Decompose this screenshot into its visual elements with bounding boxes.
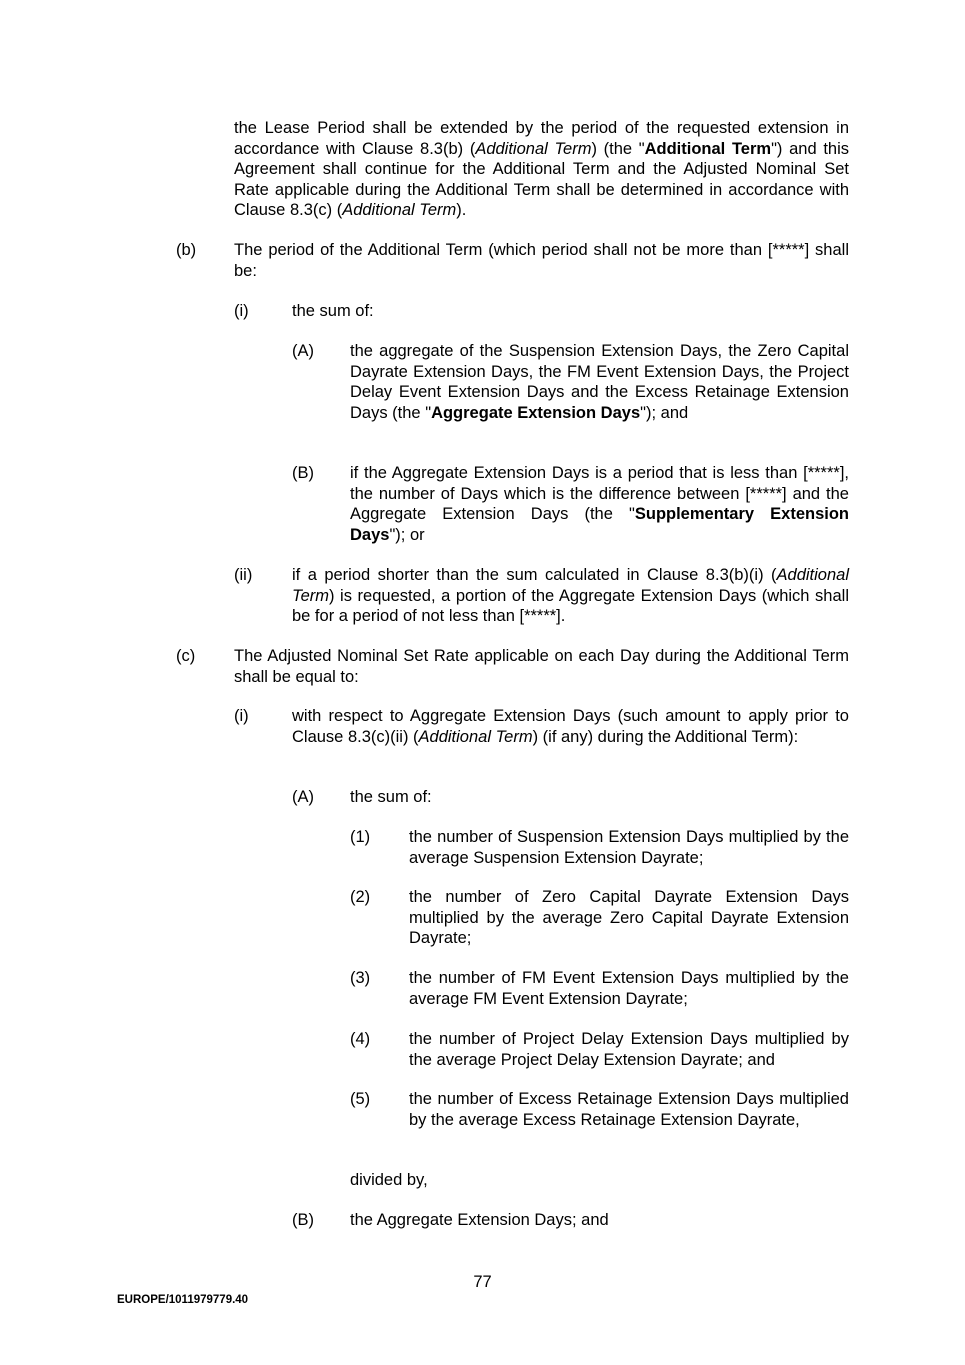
clause-c-text: The Adjusted Nominal Set Rate applicable on each Day during the Additional Term shall be equal to: [234, 647, 849, 686]
divided-by-text: divided by, [350, 1171, 428, 1189]
list-item-label: (1) [350, 828, 371, 846]
list-item-label: (4) [350, 1030, 371, 1048]
list-item-text: the number of Excess Retainage Extension Days multiplied by the average Excess Retainage Extension Dayrate, [409, 1090, 849, 1129]
clause-c-i-A-label: (A) [292, 788, 314, 806]
document-reference: EUROPE/1011979779.40 [117, 1294, 249, 1306]
list-item-label: (3) [350, 969, 371, 987]
list-item-text: the number of Project Delay Extension Days multiplied by the average Project Delay Extension Dayrate; and [409, 1030, 849, 1069]
clause-b-i-text: the sum of: [292, 302, 374, 320]
intro-paragraph: the Lease Period shall be extended by the period of the requested extension in accordance with Clause 8.3(b) (Additional Term) (the "Additional Term") and this Agreement shall continue for the Additional Term and the Adjusted Nominal Set Rate applicable during the Additional Term shall be determined in accordance with Clause 8.3(c) (Additional Term). [234, 119, 849, 219]
clause-b-label: (b) [176, 241, 197, 259]
clause-c-label: (c) [176, 647, 196, 665]
clause-c-i-text: with respect to Aggregate Extension Days (such amount to apply prior to Clause 8.3(c)(ii) (Additional Term) (if any) during the Additional Term): [292, 707, 849, 746]
clause-c-i-B-label: (B) [292, 1211, 314, 1229]
list-item-text: the number of FM Event Extension Days multiplied by the average FM Event Extension Dayrate; [409, 969, 849, 1008]
clause-b-i-B-text: if the Aggregate Extension Days is a period that is less than [*****], the number of Days which is the difference between [*****] and the Aggregate Extension Days (the "Supplementary Extension Days"); or [350, 464, 849, 544]
list-item-text: the number of Suspension Extension Days multiplied by the average Suspension Extension Dayrate; [409, 828, 849, 867]
clause-b-ii-text: if a period shorter than the sum calculated in Clause 8.3(b)(i) (Additional Term) is requested, a portion of the Aggregate Extension Days (which shall be for a period of not less than [*****]. [292, 566, 849, 625]
list-item-label: (2) [350, 888, 371, 906]
clause-b-text: The period of the Additional Term (which period shall not be more than [*****] shall be: [234, 241, 849, 280]
clause-b-i-A-label: (A) [292, 342, 314, 360]
clause-c-i-B-text: the Aggregate Extension Days; and [350, 1211, 609, 1229]
clause-b-i-A-text: the aggregate of the Suspension Extension Days, the Zero Capital Dayrate Extension Days, the FM Event Extension Days, the Project Delay Event Extension Days and the Excess Retainage Extension Days (the "Aggregate Extension Days"); and [350, 342, 849, 422]
clause-b-ii-label: (ii) [234, 566, 253, 584]
clause-b-i-label: (i) [234, 302, 249, 320]
clause-b-i-B-label: (B) [292, 464, 314, 482]
clause-c-i-A-text: the sum of: [350, 788, 432, 806]
page-number: 77 [473, 1273, 492, 1291]
clause-c-i-label: (i) [234, 707, 249, 725]
list-item-text: the number of Zero Capital Dayrate Extension Days multiplied by the average Zero Capital Dayrate Extension Dayrate; [409, 888, 849, 947]
list-item-label: (5) [350, 1090, 371, 1108]
